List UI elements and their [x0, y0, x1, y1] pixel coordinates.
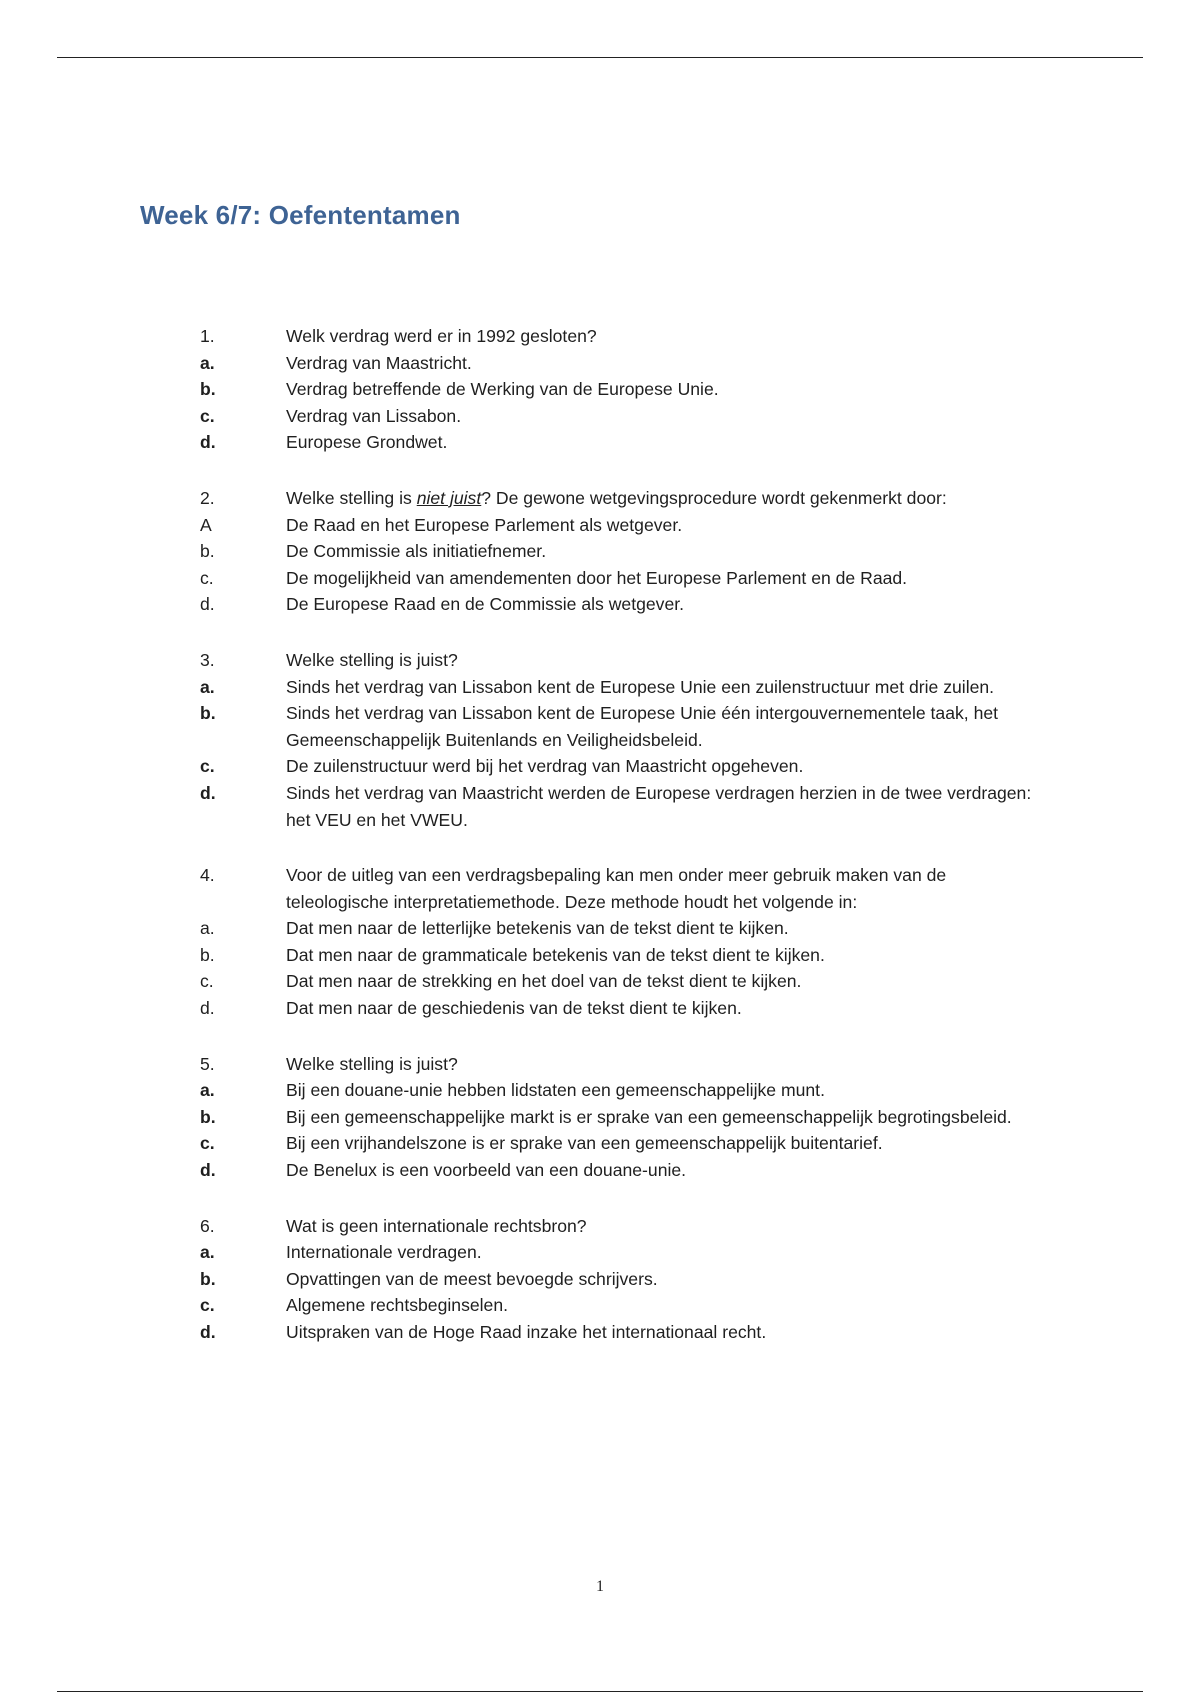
option-letter: d.	[200, 782, 216, 803]
question-stem	[0, 485, 1200, 512]
question-2	[0, 485, 1200, 618]
option-text: Internationale verdragen.	[286, 1242, 482, 1263]
option-text: De Raad en het Europese Parlement als wetgever.	[286, 514, 683, 535]
question-text-before: Welke stelling is	[286, 487, 417, 508]
option-text: De Commissie als initiatiefnemer.	[286, 541, 547, 562]
answer-option	[0, 429, 1200, 456]
document-title: Week 6/7: Oefententamen	[140, 200, 461, 230]
option-text: Verdrag betreffende de Werking van de Europese Unie.	[286, 379, 719, 400]
option-letter: b.	[200, 1106, 216, 1127]
option-text: Sinds het verdrag van Lissabon kent de Europese Unie één intergouvernementele taak, het Gemeenschappelijk Buitenlands en Veiligheidsbeleid.	[286, 703, 999, 750]
option-letter: b.	[200, 379, 216, 400]
answer-option	[0, 942, 1200, 969]
answer-option	[0, 700, 1200, 753]
option-letter: d.	[200, 432, 216, 453]
answer-option	[0, 753, 1200, 780]
option-text: De Europese Raad en de Commissie als wetgever.	[286, 594, 685, 615]
question-stem	[0, 1213, 1200, 1240]
option-letter: d.	[200, 998, 215, 1019]
answer-option	[0, 376, 1200, 403]
option-text: De Benelux is een voorbeeld van een douane-unie.	[286, 1160, 687, 1181]
option-letter: b.	[200, 541, 215, 562]
option-text: De mogelijkheid van amendementen door het Europese Parlement en de Raad.	[286, 567, 908, 588]
option-text: Sinds het verdrag van Lissabon kent de Europese Unie een zuilenstructuur met drie zuilen.	[286, 676, 995, 697]
option-letter: a.	[200, 1242, 215, 1263]
answer-option	[0, 995, 1200, 1022]
question-stem	[0, 647, 1200, 674]
answer-option	[0, 512, 1200, 539]
option-text: Bij een douane-unie hebben lidstaten een gemeenschappelijke munt.	[286, 1080, 825, 1101]
answer-option	[0, 1239, 1200, 1266]
question-number: 1.	[200, 326, 215, 346]
option-letter: c.	[200, 756, 215, 777]
question-text: Welke stelling is juist?	[286, 649, 458, 670]
question-6	[0, 1213, 1200, 1346]
question-text: Welke stelling is juist?	[286, 1053, 458, 1074]
question-number: 3.	[200, 649, 215, 670]
answer-option	[0, 1319, 1200, 1346]
question-number: 6.	[200, 1215, 215, 1236]
option-text: Dat men naar de geschiedenis van de tekst dient te kijken.	[286, 998, 742, 1019]
answer-option	[0, 1266, 1200, 1293]
answer-option	[0, 1292, 1200, 1319]
answer-option	[0, 780, 1200, 833]
answer-option	[0, 1130, 1200, 1157]
option-text: Uitspraken van de Hoge Raad inzake het internationaal recht.	[286, 1322, 767, 1342]
option-text: De zuilenstructuur werd bij het verdrag van Maastricht opgeheven.	[286, 756, 804, 777]
option-letter: a.	[200, 1080, 215, 1101]
question-stem	[0, 323, 1200, 350]
answer-option	[0, 674, 1200, 701]
question-emphasis: niet juist	[416, 487, 482, 508]
option-text: Dat men naar de letterlijke betekenis van de tekst dient te kijken.	[286, 918, 789, 939]
option-text: Dat men naar de strekking en het doel van de tekst dient te kijken.	[286, 971, 802, 992]
question-number: 4.	[200, 865, 215, 886]
question-stem	[0, 862, 1200, 915]
option-letter: b.	[200, 944, 215, 965]
question-text	[286, 488, 947, 508]
option-text: Verdrag van Lissabon.	[286, 405, 462, 426]
option-letter: c.	[200, 1295, 215, 1316]
question-text: Wat is geen internationale rechtsbron?	[286, 1215, 587, 1236]
answer-option	[0, 1157, 1200, 1184]
option-text: Europese Grondwet.	[286, 432, 448, 453]
option-text: Algemene rechtsbeginselen.	[286, 1295, 509, 1316]
question-stem	[0, 1051, 1200, 1078]
option-text: Sinds het verdrag van Maastricht werden de Europese verdragen herzien in de twee verdragen: het VEU en het VWEU.	[286, 782, 1032, 830]
option-letter: c.	[200, 971, 214, 992]
option-text: Verdrag van Maastricht.	[286, 352, 472, 373]
option-text: Bij een gemeenschappelijke markt is er sprake van een gemeenschappelijk begrotingsbeleid.	[286, 1106, 1012, 1127]
answer-option	[0, 350, 1200, 377]
answer-option	[0, 1104, 1200, 1131]
option-text: Dat men naar de grammaticale betekenis van de tekst dient te kijken.	[286, 944, 825, 965]
option-letter: a.	[200, 352, 215, 373]
option-text: Bij een vrijhandelszone is er sprake van een gemeenschappelijk buitentarief.	[286, 1133, 883, 1154]
question-4	[0, 862, 1200, 1022]
option-letter: d.	[200, 1160, 216, 1181]
option-letter: c.	[200, 1133, 215, 1154]
option-text: Opvattingen van de meest bevoegde schrijvers.	[286, 1268, 658, 1289]
question-text-after: ? De gewone wetgevingsprocedure wordt gekenmerkt door:	[481, 487, 947, 508]
option-letter: c.	[200, 567, 214, 588]
option-letter: A	[200, 514, 212, 535]
question-5	[0, 1051, 1200, 1184]
question-1	[0, 323, 1200, 456]
question-number: 2.	[200, 487, 215, 508]
question-text: Welk verdrag werd er in 1992 gesloten?	[286, 326, 597, 346]
option-letter: d.	[200, 594, 215, 615]
option-letter: b.	[200, 1268, 216, 1289]
option-letter: b.	[200, 703, 216, 724]
answer-option	[0, 591, 1200, 618]
question-list	[0, 323, 1200, 1375]
answer-option	[0, 1077, 1200, 1104]
option-letter: a.	[200, 918, 215, 939]
answer-option	[0, 915, 1200, 942]
question-text: Voor de uitleg van een verdragsbepaling kan men onder meer gebruik maken van de teleologische interpretatiemethode. Deze methode houdt het volgende in:	[286, 865, 947, 912]
page-number: 1	[596, 1578, 604, 1595]
question-3	[0, 647, 1200, 833]
answer-option	[0, 403, 1200, 430]
option-letter: c.	[200, 405, 215, 426]
top-rule	[57, 57, 1143, 58]
option-letter: a.	[200, 676, 215, 697]
question-number: 5.	[200, 1053, 215, 1074]
answer-option	[0, 538, 1200, 565]
bottom-rule	[57, 1691, 1143, 1692]
answer-option	[0, 565, 1200, 592]
answer-option	[0, 968, 1200, 995]
option-letter: d.	[200, 1322, 216, 1342]
